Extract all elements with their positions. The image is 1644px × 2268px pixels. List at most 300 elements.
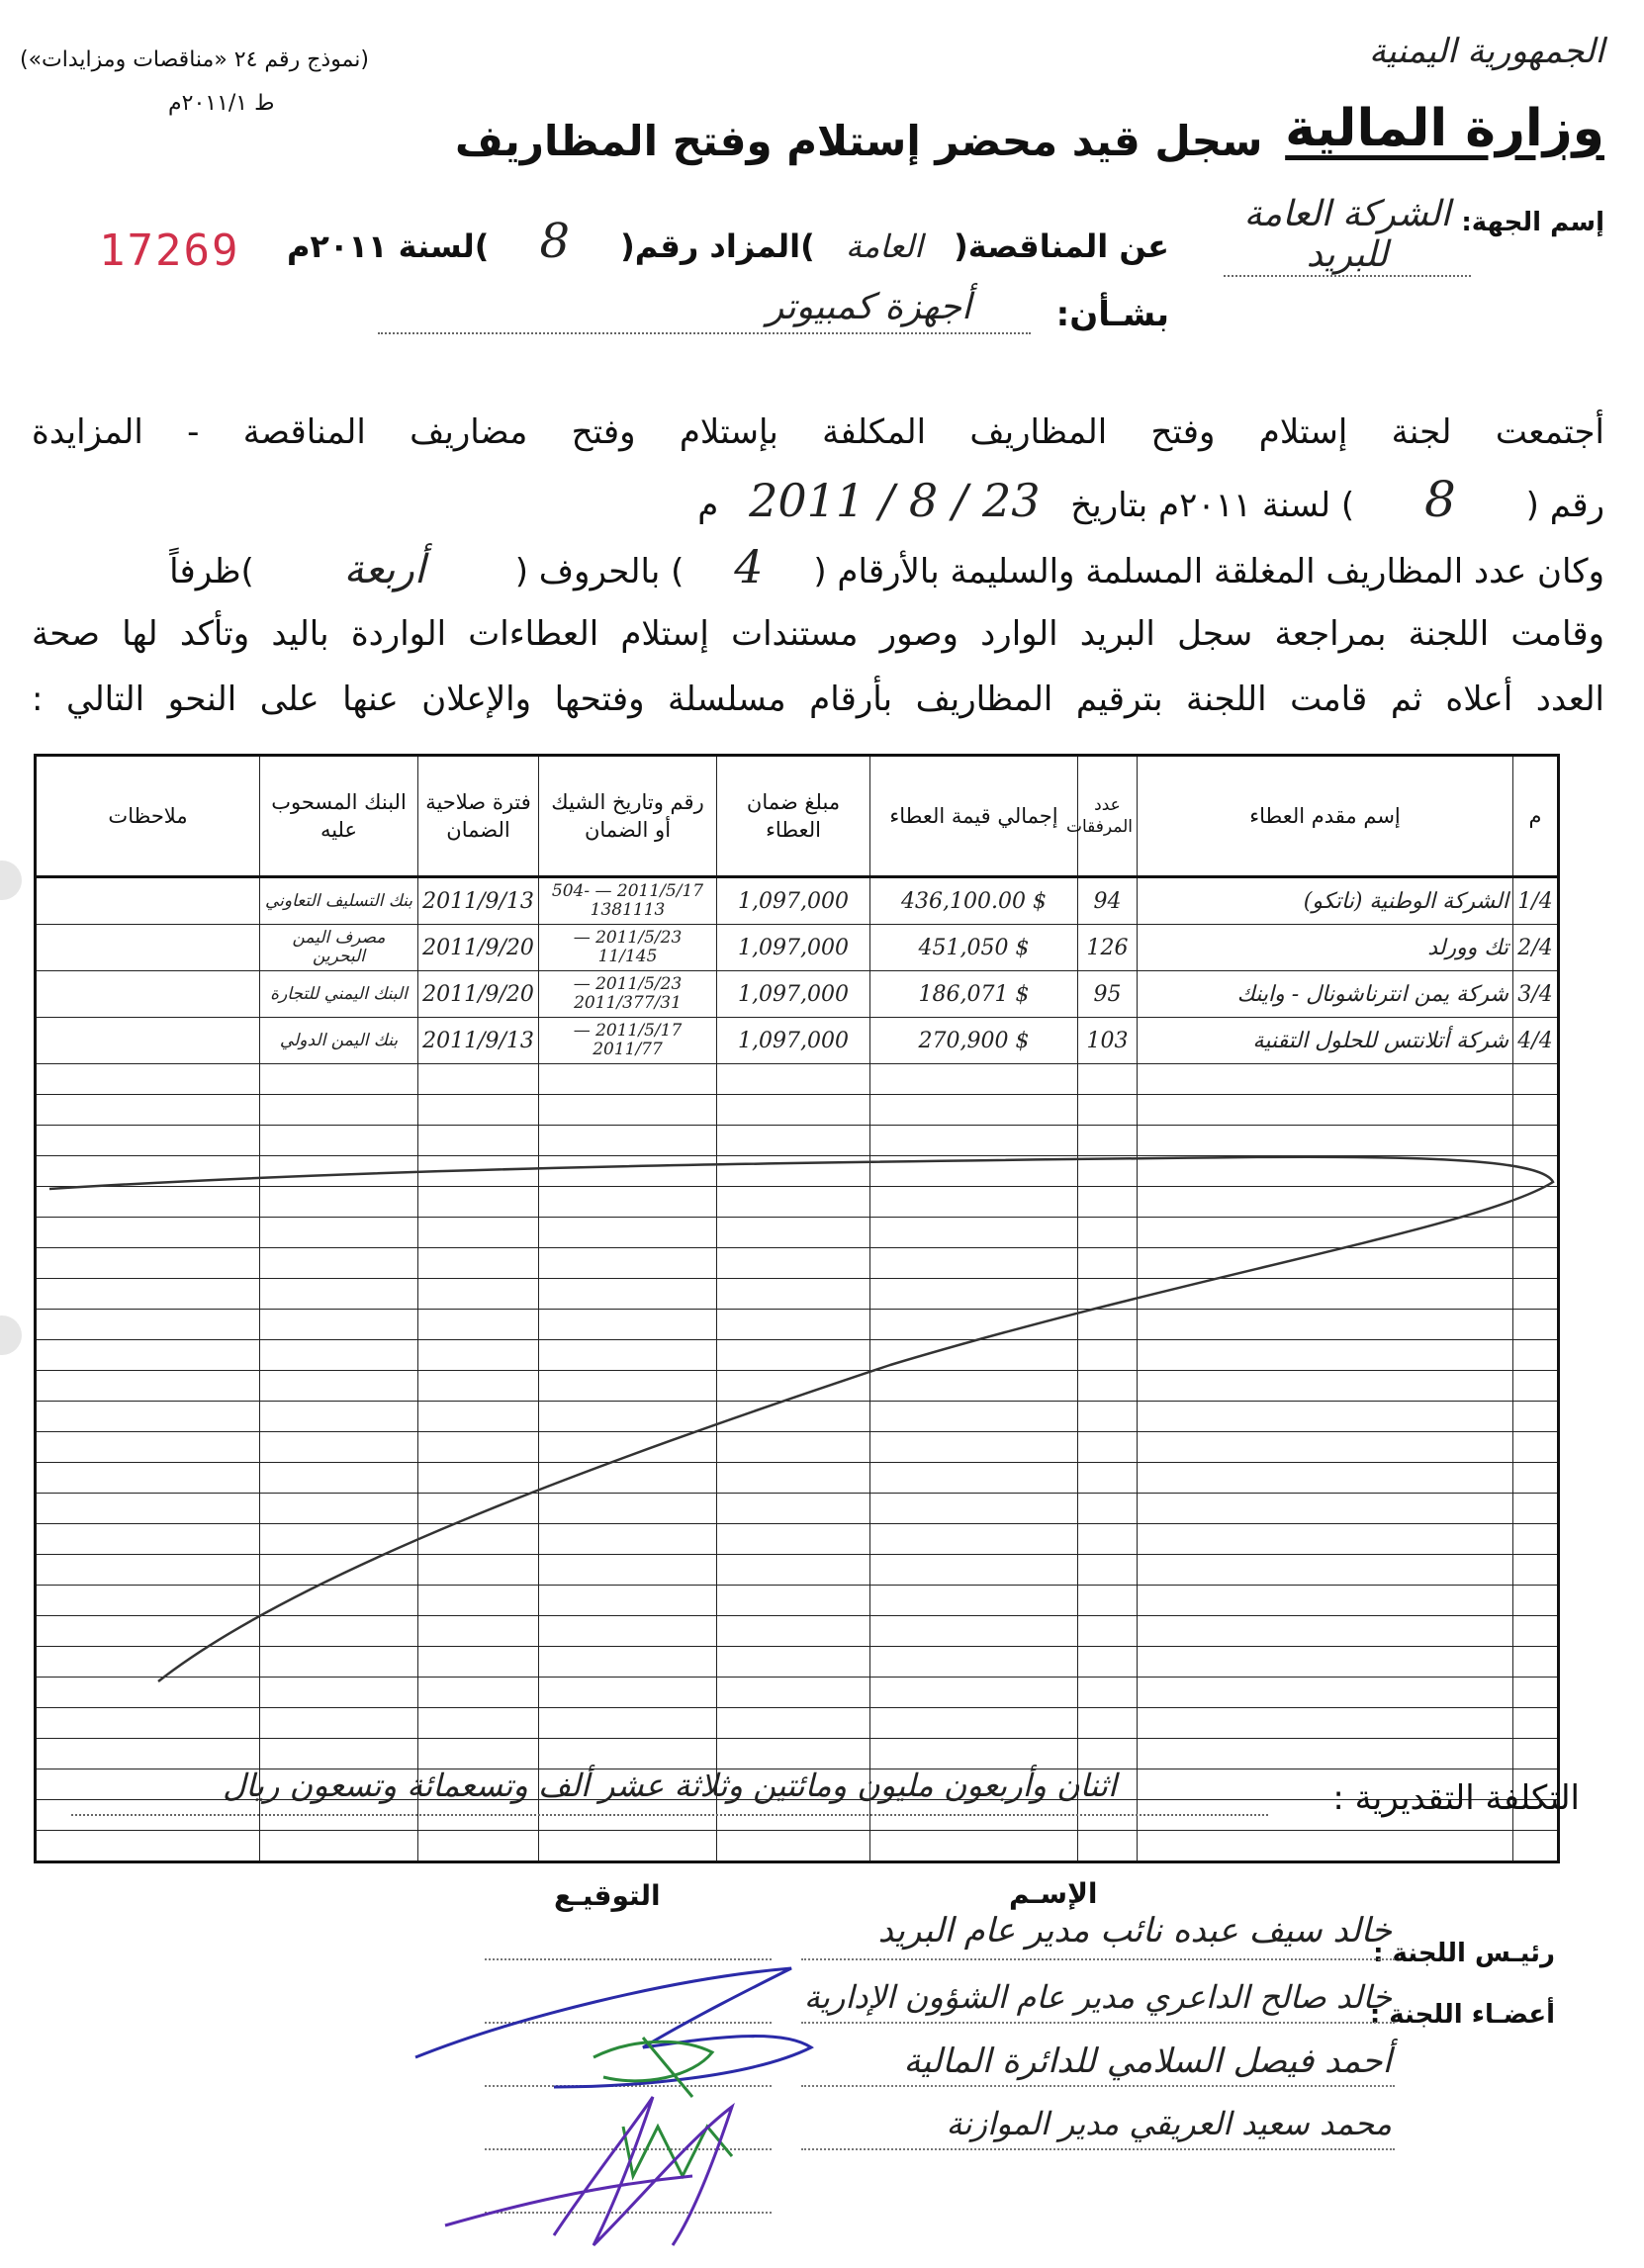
cell-attachments <box>1078 1678 1138 1708</box>
cell-bank <box>260 1279 418 1310</box>
cell-guarantee <box>717 1432 870 1463</box>
cell-num <box>1513 1831 1559 1862</box>
table-row <box>36 1463 1559 1494</box>
cell-bank <box>260 1187 418 1218</box>
cell-num <box>1513 1555 1559 1586</box>
cell-num <box>1513 1371 1559 1402</box>
sig-line-5 <box>485 2212 772 2214</box>
cell-num <box>1513 1739 1559 1769</box>
table-row <box>36 1187 1559 1218</box>
cell-guarantee <box>717 1095 870 1126</box>
cell-notes <box>36 1708 260 1739</box>
cell-bidder <box>1138 1432 1513 1463</box>
sig-line-3 <box>485 2085 772 2087</box>
cell-bidder <box>1138 1494 1513 1524</box>
cell-num: 3/4 <box>1513 971 1559 1018</box>
cell-guarantee <box>717 1678 870 1708</box>
entity-label: إسم الجهة: <box>1461 208 1604 237</box>
cell-cheque <box>539 1187 717 1218</box>
cell-bidder <box>1138 1647 1513 1678</box>
cell-bank <box>260 1402 418 1432</box>
cell-cheque <box>539 1678 717 1708</box>
cell-bidder <box>1138 1310 1513 1340</box>
cell-validity <box>418 1678 539 1708</box>
cell-attachments <box>1078 1371 1138 1402</box>
signature-green-1 <box>594 2038 712 2097</box>
cell-total <box>870 1616 1078 1647</box>
cell-bidder <box>1138 1708 1513 1739</box>
cell-cheque <box>539 1739 717 1769</box>
cell-cheque: 2011/5/17 — 2011/77 <box>539 1018 717 1064</box>
table-row <box>36 1371 1559 1402</box>
cell-total <box>870 1340 1078 1371</box>
cell-cheque <box>539 1248 717 1279</box>
year-label: )لسنة ٢٠١١م <box>286 227 490 265</box>
cell-bank <box>260 1248 418 1279</box>
body-line-5: العدد أعلاه ثم قامت اللجنة بترقيم المظاريف بأرقام مسلسلة وفتحها والإعلان عنها على النحو التالي : <box>32 680 1604 719</box>
cell-attachments <box>1078 1402 1138 1432</box>
cell-cheque <box>539 1156 717 1187</box>
binder-hole-1 <box>0 861 22 900</box>
cell-total <box>870 1095 1078 1126</box>
col-bank: البنك المسحوب عليه <box>260 756 418 877</box>
cell-bank <box>260 1463 418 1494</box>
cell-total: $ 270,900 <box>870 1018 1078 1064</box>
sig-line-4 <box>485 2148 772 2150</box>
cell-total <box>870 1555 1078 1586</box>
cell-notes <box>36 1095 260 1126</box>
cell-attachments <box>1078 1310 1138 1340</box>
table-row <box>36 1432 1559 1463</box>
cell-notes <box>36 1555 260 1586</box>
cell-num <box>1513 1187 1559 1218</box>
line2-number: 8 <box>1424 471 1456 528</box>
ministry-name: وزارة المالية <box>1285 99 1604 158</box>
table-row <box>36 1018 1559 1064</box>
cell-notes <box>36 1739 260 1769</box>
col-notes: ملاحظات <box>36 756 260 877</box>
cell-notes <box>36 1678 260 1708</box>
republic-handwritten: الجمهورية اليمنية <box>1368 32 1604 71</box>
cell-attachments <box>1078 1064 1138 1095</box>
name-line-4 <box>801 2148 1395 2150</box>
cell-validity <box>418 1187 539 1218</box>
cell-cheque: 2011/5/23 — 11/145 <box>539 925 717 971</box>
cell-guarantee <box>717 1616 870 1647</box>
cell-num <box>1513 1678 1559 1708</box>
cell-guarantee <box>717 1402 870 1432</box>
table-row <box>36 971 1559 1018</box>
signature-header: التوقيـع <box>554 1879 661 1912</box>
cell-num <box>1513 1402 1559 1432</box>
cell-bank <box>260 1095 418 1126</box>
cell-validity <box>418 1248 539 1279</box>
cell-attachments <box>1078 1095 1138 1126</box>
cell-validity <box>418 1647 539 1678</box>
cell-total <box>870 1708 1078 1739</box>
auction-label: )المزاد رقم( <box>620 227 815 265</box>
line3-digits: 4 <box>734 540 764 593</box>
cell-num <box>1513 1494 1559 1524</box>
cell-bank <box>260 1555 418 1586</box>
estimate-label: التكلفة التقديرية : <box>1332 1778 1580 1818</box>
cell-attachments <box>1078 1156 1138 1187</box>
cell-notes <box>36 1432 260 1463</box>
cell-guarantee: 1,097,000 <box>717 971 870 1018</box>
cell-cheque <box>539 1371 717 1402</box>
cell-notes <box>36 1647 260 1678</box>
cell-notes <box>36 971 260 1018</box>
cell-attachments <box>1078 1555 1138 1586</box>
cell-num <box>1513 1586 1559 1616</box>
cell-attachments <box>1078 1218 1138 1248</box>
cell-bidder <box>1138 1678 1513 1708</box>
name-line-2 <box>801 2022 1395 2024</box>
tender-label: عن المناقصة( <box>954 227 1169 265</box>
cell-total <box>870 1064 1078 1095</box>
signature-blue <box>415 1968 811 2087</box>
cell-num <box>1513 1218 1559 1248</box>
cell-attachments <box>1078 1647 1138 1678</box>
cell-bidder <box>1138 1095 1513 1126</box>
cell-validity <box>418 1494 539 1524</box>
cell-guarantee <box>717 1524 870 1555</box>
chair-label: رئيـس اللجنة : <box>1373 1939 1555 1968</box>
cell-notes <box>36 1586 260 1616</box>
cell-num: 2/4 <box>1513 925 1559 971</box>
estimate-value: اثنان وأربعون مليون ومائتين وثلاثة عشر ألف وتسعمائة وتسعون ريال <box>71 1767 1268 1816</box>
cell-notes <box>36 1524 260 1555</box>
cell-bank <box>260 1310 418 1340</box>
cell-bidder <box>1138 1524 1513 1555</box>
col-num: م <box>1513 756 1559 877</box>
cell-guarantee <box>717 1708 870 1739</box>
cell-notes <box>36 1340 260 1371</box>
table-row <box>36 1279 1559 1310</box>
cell-cheque <box>539 1279 717 1310</box>
table-row <box>36 877 1559 925</box>
cell-guarantee <box>717 1310 870 1340</box>
page-title: سجل قيد محضر إستلام وفتح المظاريف <box>455 117 1263 165</box>
cell-notes <box>36 1156 260 1187</box>
table-row <box>36 1310 1559 1340</box>
cell-validity <box>418 1126 539 1156</box>
table-row <box>36 1555 1559 1586</box>
cell-guarantee <box>717 1279 870 1310</box>
cell-num <box>1513 1647 1559 1678</box>
cell-bidder: تك وورلد <box>1138 925 1513 971</box>
cell-validity: 2011/9/13 <box>418 877 539 925</box>
cell-attachments <box>1078 1279 1138 1310</box>
cell-guarantee <box>717 1586 870 1616</box>
cell-attachments <box>1078 1248 1138 1279</box>
body-line-4: وقامت اللجنة بمراجعة سجل البريد الوارد وصور مستندات إستلام العطاءات الواردة باليد وتأكد لها صحة <box>32 614 1604 654</box>
cell-guarantee <box>717 1340 870 1371</box>
cell-notes <box>36 1018 260 1064</box>
cell-guarantee <box>717 1494 870 1524</box>
name-line-3 <box>801 2085 1395 2087</box>
line3-prefix: وكان عدد المظاريف المغلقة المسلمة والسليمة بالأرقام ( <box>813 552 1604 591</box>
table-row <box>36 1708 1559 1739</box>
cell-attachments <box>1078 1432 1138 1463</box>
cell-num: 1/4 <box>1513 877 1559 925</box>
cell-notes <box>36 1494 260 1524</box>
cell-bank <box>260 1586 418 1616</box>
cell-total <box>870 1739 1078 1769</box>
cell-guarantee <box>717 1248 870 1279</box>
cell-validity: 2011/9/20 <box>418 971 539 1018</box>
cell-notes <box>36 1831 260 1862</box>
cell-bidder <box>1138 1463 1513 1494</box>
cell-total: $ 436,100.00 <box>870 877 1078 925</box>
cell-bank <box>260 1064 418 1095</box>
cell-total <box>870 1463 1078 1494</box>
cell-bank <box>260 1371 418 1402</box>
line2-date: 23 / 8 / 2011 <box>749 474 1041 527</box>
line3-words: أربعة <box>343 547 425 592</box>
table-row <box>36 1739 1559 1769</box>
cell-num <box>1513 1095 1559 1126</box>
cell-cheque <box>539 1064 717 1095</box>
cell-attachments <box>1078 1586 1138 1616</box>
cell-num <box>1513 1432 1559 1463</box>
cell-bidder <box>1138 1616 1513 1647</box>
cell-bidder <box>1138 1402 1513 1432</box>
serial-number: 17269 <box>99 226 240 276</box>
cell-guarantee: 1,097,000 <box>717 1018 870 1064</box>
cell-validity <box>418 1156 539 1187</box>
cell-validity <box>418 1371 539 1402</box>
col-bidder: إسم مقدم العطاء <box>1138 756 1513 877</box>
cell-bidder <box>1138 1156 1513 1187</box>
cell-num <box>1513 1340 1559 1371</box>
cell-bidder <box>1138 1340 1513 1371</box>
cell-notes <box>36 1402 260 1432</box>
cell-bank <box>260 1647 418 1678</box>
cell-cheque <box>539 1432 717 1463</box>
cell-validity <box>418 1524 539 1555</box>
cell-attachments: 94 <box>1078 877 1138 925</box>
line2-suffix: م <box>697 486 719 525</box>
cell-num <box>1513 1708 1559 1739</box>
cell-attachments <box>1078 1126 1138 1156</box>
cell-total <box>870 1831 1078 1862</box>
subject-value: أجهزة كمبيوتر <box>378 287 1031 334</box>
cell-cheque <box>539 1708 717 1739</box>
cell-cheque <box>539 1402 717 1432</box>
cell-guarantee <box>717 1064 870 1095</box>
cell-cheque <box>539 1095 717 1126</box>
cell-guarantee <box>717 1187 870 1218</box>
cell-validity: 2011/9/13 <box>418 1018 539 1064</box>
table-header-row <box>36 756 1559 877</box>
cell-notes <box>36 925 260 971</box>
cell-notes <box>36 1371 260 1402</box>
cell-cheque <box>539 1586 717 1616</box>
cell-bank: البنك اليمني للتجارة <box>260 971 418 1018</box>
cell-total <box>870 1586 1078 1616</box>
cell-validity <box>418 1739 539 1769</box>
table-body <box>36 877 1559 1862</box>
cell-attachments <box>1078 1494 1138 1524</box>
table-row <box>36 1095 1559 1126</box>
name-line-1 <box>801 1958 1395 1960</box>
binder-hole-2 <box>0 1315 22 1355</box>
cell-validity <box>418 1402 539 1432</box>
cell-bank <box>260 1708 418 1739</box>
cell-bank <box>260 1678 418 1708</box>
cell-bidder <box>1138 1187 1513 1218</box>
table-row <box>36 1126 1559 1156</box>
member-name-2: أحمد فيصل السلامي للدائرة المالية <box>903 2041 1392 2081</box>
form-note: (نموذج رقم ٢٤ «مناقصات ومزايدات») <box>20 47 369 72</box>
table-row <box>36 925 1559 971</box>
cell-total <box>870 1494 1078 1524</box>
cell-bank: بنك التسليف التعاوني <box>260 877 418 925</box>
table-row <box>36 1064 1559 1095</box>
cell-total <box>870 1218 1078 1248</box>
cell-validity <box>418 1616 539 1647</box>
cell-bidder: شركة يمن انترناشونال - واينك <box>1138 971 1513 1018</box>
cell-attachments <box>1078 1463 1138 1494</box>
col-total: إجمالي قيمة العطاء <box>870 756 1078 877</box>
cell-validity <box>418 1432 539 1463</box>
cell-validity: 2011/9/20 <box>418 925 539 971</box>
cell-bidder <box>1138 1064 1513 1095</box>
cell-total <box>870 1432 1078 1463</box>
cell-total <box>870 1524 1078 1555</box>
cell-bank <box>260 1739 418 1769</box>
cell-validity <box>418 1463 539 1494</box>
cell-bidder <box>1138 1586 1513 1616</box>
cell-bank: مصرف اليمن البحرين <box>260 925 418 971</box>
cell-guarantee <box>717 1647 870 1678</box>
cell-guarantee <box>717 1739 870 1769</box>
cell-cheque <box>539 1310 717 1340</box>
bids-table <box>34 754 1560 1863</box>
cell-validity <box>418 1279 539 1310</box>
cell-num <box>1513 1616 1559 1647</box>
cell-total: $ 451,050 <box>870 925 1078 971</box>
cell-bank <box>260 1432 418 1463</box>
cell-total <box>870 1310 1078 1340</box>
cell-bidder <box>1138 1739 1513 1769</box>
cell-total <box>870 1647 1078 1678</box>
cell-validity <box>418 1831 539 1862</box>
table-row <box>36 1524 1559 1555</box>
table-row <box>36 1616 1559 1647</box>
cell-num <box>1513 1126 1559 1156</box>
col-validity: فترة صلاحية الضمان <box>418 756 539 877</box>
line2-mid: ) لسنة ٢٠١١م بتاريخ <box>1070 486 1355 525</box>
cell-notes <box>36 1310 260 1340</box>
form-edition: ط ٢٠١١/١م <box>168 91 275 116</box>
cell-cheque <box>539 1524 717 1555</box>
tender-number: 8 <box>539 214 571 269</box>
cell-bidder <box>1138 1371 1513 1402</box>
cell-validity <box>418 1064 539 1095</box>
cell-validity <box>418 1218 539 1248</box>
cell-attachments <box>1078 1831 1138 1862</box>
cell-bidder <box>1138 1279 1513 1310</box>
chair-name: خالد سيف عبده نائب مدير عام البريد <box>877 1911 1392 1950</box>
col-cheque: رقم وتاريخ الشيك أو الضمان <box>539 756 717 877</box>
cell-cheque: 2011/5/23 — 2011/377/31 <box>539 971 717 1018</box>
cell-attachments <box>1078 1616 1138 1647</box>
sig-line-1 <box>485 1958 772 1960</box>
cell-num <box>1513 1279 1559 1310</box>
cell-guarantee <box>717 1156 870 1187</box>
cell-bidder: شركة أتلانتس للحلول التقنية <box>1138 1018 1513 1064</box>
cell-total <box>870 1187 1078 1218</box>
cell-num <box>1513 1248 1559 1279</box>
tender-line <box>287 214 1169 269</box>
cell-total <box>870 1126 1078 1156</box>
cell-num: 4/4 <box>1513 1018 1559 1064</box>
cell-attachments: 126 <box>1078 925 1138 971</box>
line2-prefix: رقم ( <box>1525 486 1604 525</box>
cell-attachments <box>1078 1340 1138 1371</box>
cell-total <box>870 1678 1078 1708</box>
signature-green-2 <box>623 2127 732 2176</box>
cell-attachments <box>1078 1524 1138 1555</box>
cell-cheque <box>539 1555 717 1586</box>
cell-validity <box>418 1708 539 1739</box>
cell-notes <box>36 1279 260 1310</box>
cell-validity <box>418 1310 539 1340</box>
members-label: أعضـاء اللجنة : <box>1369 2000 1555 2030</box>
col-guarantee: مبلغ ضمان العطاء <box>717 756 870 877</box>
cell-notes <box>36 1616 260 1647</box>
cell-cheque <box>539 1340 717 1371</box>
entity-value: الشركة العامة للبريد <box>1224 194 1471 277</box>
cell-cheque <box>539 1831 717 1862</box>
table-row <box>36 1340 1559 1371</box>
cell-guarantee <box>717 1218 870 1248</box>
cell-bank <box>260 1218 418 1248</box>
cell-num <box>1513 1064 1559 1095</box>
cell-attachments: 95 <box>1078 971 1138 1018</box>
cell-bank <box>260 1616 418 1647</box>
cell-guarantee <box>717 1463 870 1494</box>
cell-num <box>1513 1156 1559 1187</box>
name-header: الإسـم <box>1009 1877 1098 1910</box>
member-name-3: محمد سعيد العريقي مدير الموازنة <box>946 2105 1392 2142</box>
cell-bank <box>260 1340 418 1371</box>
table-row <box>36 1647 1559 1678</box>
cell-bidder <box>1138 1248 1513 1279</box>
table-row <box>36 1586 1559 1616</box>
cell-guarantee <box>717 1126 870 1156</box>
signature-purple <box>445 2097 732 2245</box>
cell-bank <box>260 1156 418 1187</box>
cell-validity <box>418 1095 539 1126</box>
cell-num <box>1513 1524 1559 1555</box>
table-row <box>36 1248 1559 1279</box>
cell-attachments <box>1078 1739 1138 1769</box>
cell-bidder: الشركة الوطنية (ناتكو) <box>1138 877 1513 925</box>
cell-attachments <box>1078 1708 1138 1739</box>
body-line-2 <box>697 473 1604 532</box>
cell-num <box>1513 1463 1559 1494</box>
cell-cheque <box>539 1218 717 1248</box>
table-row <box>36 1678 1559 1708</box>
cell-total <box>870 1371 1078 1402</box>
cell-cheque: 2011/5/17 — 504-1381113 <box>539 877 717 925</box>
member-name-1: خالد صالح الداعري مدير عام الشؤون الإدارية <box>803 1978 1392 2016</box>
cell-guarantee: 1,097,000 <box>717 925 870 971</box>
cell-bidder <box>1138 1555 1513 1586</box>
